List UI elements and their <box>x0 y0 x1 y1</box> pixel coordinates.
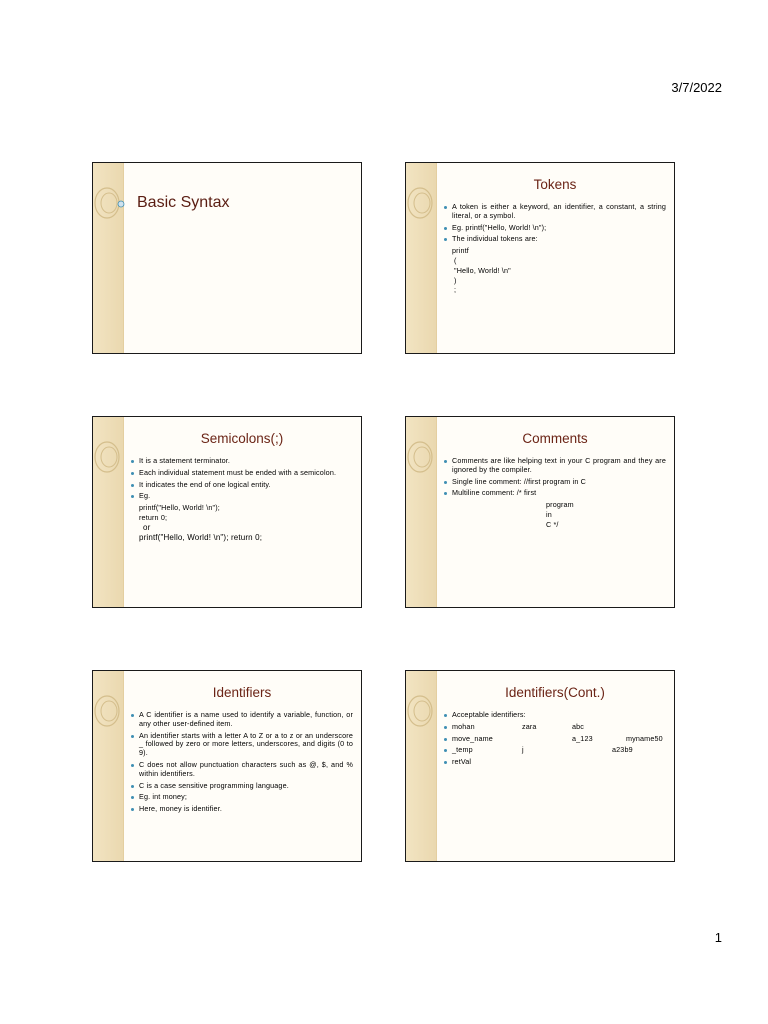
print-date: 3/7/2022 <box>671 80 722 95</box>
swirl-ornament-icon <box>406 685 446 735</box>
slide-identifiers-cont <box>405 670 675 862</box>
swirl-ornament-icon <box>406 177 446 227</box>
list-item: Comments are like helping text in your C program and they are ignored by the compiler. <box>444 457 666 475</box>
list-item: The individual tokens are: <box>444 235 666 244</box>
slide-comments <box>405 416 675 608</box>
token-line: "Hello, World! \n" <box>454 265 511 275</box>
list-item: Multiline comment: /* first <box>444 489 666 498</box>
slide-title: Semicolons(;) <box>200 431 284 446</box>
token-line: ( <box>454 255 457 265</box>
identifier-cell: a23b9 <box>612 745 633 755</box>
list-item: It indicates the end of one logical entity. <box>131 481 353 490</box>
slide-identifiers <box>92 670 362 862</box>
list-item: Eg. <box>131 492 353 501</box>
identifier-cell: abc <box>572 721 585 731</box>
list-item: Eg. int money; <box>131 793 353 802</box>
list-item: Acceptable identifiers: <box>444 711 666 720</box>
identifier-cell <box>572 746 612 755</box>
list-item: Each individual statement must be ended with a semicolon. <box>131 469 353 478</box>
list-item: A C identifier is a name used to identify a variable, function, or any other user-defined item. <box>131 711 353 729</box>
slide-title: Comments <box>522 431 588 446</box>
identifier-cell: retVal <box>452 757 472 767</box>
identifier-cell: move_name <box>452 733 493 743</box>
list-item: C is a case sensitive programming language. <box>131 782 353 791</box>
token-line: printf <box>452 246 469 256</box>
list-item: It is a statement terminator. <box>131 457 353 466</box>
comment-line: in <box>546 509 552 519</box>
slide-basic-syntax <box>92 162 362 354</box>
code-line: return 0; <box>139 512 168 522</box>
list-item: An identifier starts with a letter A to Z or a to z or an underscore _ followed by zero or more letters, underscores, and digits (0 to 9). <box>131 732 353 758</box>
slide-title: Identifiers(Cont.) <box>505 685 605 700</box>
list-item: Single line comment: //first program in C <box>444 478 666 487</box>
swirl-ornament-icon <box>93 177 133 227</box>
list-item: Eg. printf("Hello, World! \n"); <box>444 224 666 233</box>
slide-title: Identifiers <box>212 685 272 700</box>
code-line: printf("Hello, World! \n"); return 0; <box>139 532 263 542</box>
identifier-cell <box>522 735 572 744</box>
bullet-list <box>444 457 666 531</box>
identifier-cell: _temp <box>452 745 473 755</box>
comment-line: program <box>546 500 574 510</box>
swirl-ornament-icon <box>93 685 133 735</box>
slide-title: Basic Syntax <box>137 194 230 211</box>
slide-title: Tokens <box>533 177 577 192</box>
identifier-cell: myname50 <box>626 733 663 743</box>
identifier-cell: j <box>522 745 524 755</box>
list-item: Here, money is identifier. <box>131 805 353 814</box>
page-number: 1 <box>714 930 722 945</box>
bullet-list <box>131 457 353 543</box>
code-line: or <box>143 522 151 532</box>
list-item: A token is either a keyword, an identifier, a constant, a string literal, or a symbol. <box>444 203 666 221</box>
token-line: ; <box>454 285 457 295</box>
token-line: ) <box>454 275 457 285</box>
identifier-cell: mohan <box>452 721 475 731</box>
identifier-row <box>444 758 666 767</box>
slide-tokens <box>405 162 675 354</box>
slide-semicolons <box>92 416 362 608</box>
identifier-row <box>444 723 666 732</box>
list-item: C does not allow punctuation characters such as @, $, and % within identifiers. <box>131 761 353 779</box>
code-line: printf("Hello, World! \n"); <box>139 503 220 513</box>
identifier-row <box>444 735 666 744</box>
bullet-list <box>131 711 353 817</box>
identifier-cell: a_123 <box>572 733 593 743</box>
bullet-list <box>444 711 666 770</box>
swirl-ornament-icon <box>93 431 133 481</box>
identifier-row <box>444 746 666 755</box>
swirl-ornament-icon <box>406 431 446 481</box>
identifier-cell: zara <box>522 721 537 731</box>
comment-line: C */ <box>546 519 559 529</box>
bullet-list <box>444 203 666 296</box>
